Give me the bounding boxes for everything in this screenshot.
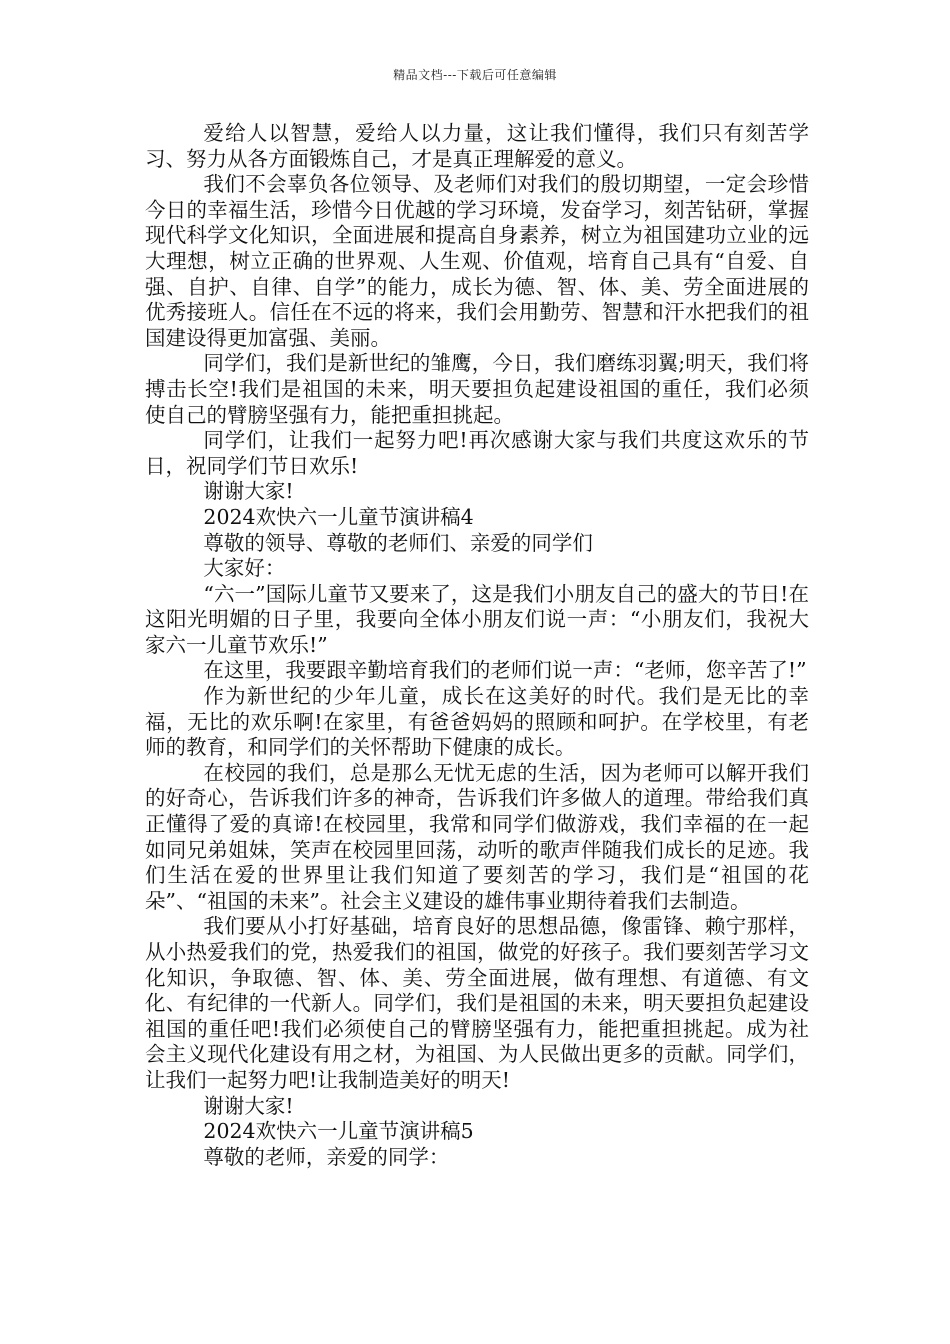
paragraph-4: 同学们，让我们一起努力吧!再次感谢大家与我们共度这欢乐的节日，祝同学们节日欢乐! (145, 428, 809, 478)
paragraph-8: 在校园的我们，总是那么无忧无虑的生活，因为老师可以解开我们的好奇心，告诉我们许多的神奇，告诉我们许多做人的道理。带给我们真正懂得了爱的真谛!在校园里，我常和同学们做游戏，我们幸福的在一起如同兄弟姐妹，笑声在校园里回荡，动听的歌声伴随我们成长的足迹。我们生活在爱的世界里让我们知道了要刻苦的学习，我们是“祖国的花朵”、“祖国的未来”。社会主义建设的雄伟事业期待着我们去制造。 (145, 760, 809, 913)
closing-thanks-2: 谢谢大家! (203, 1093, 294, 1118)
paragraph-9: 我们要从小打好基础，培育良好的思想品德，像雷锋、赖宁那样，从小热爱我们的党，热爱我们的祖国，做党的好孩子。我们要刻苦学习文化知识，争取德、智、体、美、劳全面进展，做有理想、有道德、有文化、有纪律的一代新人。同学们，我们是祖国的未来，明天要担负起建设祖国的重任吧!我们必须使自己的臂膀坚强有力，能把重担挑起。成为社会主义现代化建设有用之材，为祖国、为人民做出更多的贡献。同学们，让我们一起努力吧!让我制造美好的明天! (145, 914, 809, 1092)
paragraph-3: 同学们，我们是新世纪的雏鹰，今日，我们磨练羽翼;明天，我们将搏击长空!我们是祖国的未来，明天要担负起建设祖国的重任，我们必须使自己的臂膀坚强有力，能把重担挑起。 (145, 351, 809, 427)
paragraph-6: 在这里，我要跟辛勤培育我们的老师们说一声：“老师，您辛苦了!” (203, 658, 807, 683)
paragraph-1: 爱给人以智慧，爱给人以力量，这让我们懂得，我们只有刻苦学习、努力从各方面锻炼自己，才是真正理解爱的意义。 (145, 121, 809, 171)
speech-title-5: 2024欢快六一儿童节演讲稿5 (203, 1119, 474, 1144)
paragraph-7: 作为新世纪的少年儿童，成长在这美好的时代。我们是无比的幸福，无比的欢乐啊!在家里，有爸爸妈妈的照顾和呵护。在学校里，有老师的教育，和同学们的关怀帮助下健康的成长。 (145, 684, 809, 760)
speech-title-4: 2024欢快六一儿童节演讲稿4 (203, 504, 474, 529)
paragraph-2: 我们不会辜负各位领导、及老师们对我们的殷切期望，一定会珍惜今日的幸福生活，珍惜今日优越的学习环境，发奋学习，刻苦钻研，掌握现代科学文化知识，全面进展和提高自身素养，树立为祖国建功立业的远大理想，树立正确的世界观、人生观、价值观，培育自己具有“自爱、自强、自护、自律、自学”的能力，成长为德、智、体、美、劳全面进展的优秀接班人。信任在不远的将来，我们会用勤劳、智慧和汗水把我们的祖国建设得更加富强、美丽。 (145, 172, 809, 350)
greeting-4: 大家好： (203, 556, 286, 581)
header-note: 精品文档---下载后可任意编辑 (393, 68, 557, 82)
salutation-5: 尊敬的老师，亲爱的同学： (203, 1144, 450, 1169)
closing-thanks-1: 谢谢大家! (203, 479, 294, 504)
document-body (145, 121, 809, 1170)
salutation-4: 尊敬的领导、尊敬的老师们、亲爱的同学们 (203, 530, 593, 555)
paragraph-5: “六一”国际儿童节又要来了，这是我们小朋友自己的盛大的节日!在这阳光明媚的日子里，我要向全体小朋友们说一声：“小朋友们，我祝大家六一儿童节欢乐!” (145, 581, 809, 657)
